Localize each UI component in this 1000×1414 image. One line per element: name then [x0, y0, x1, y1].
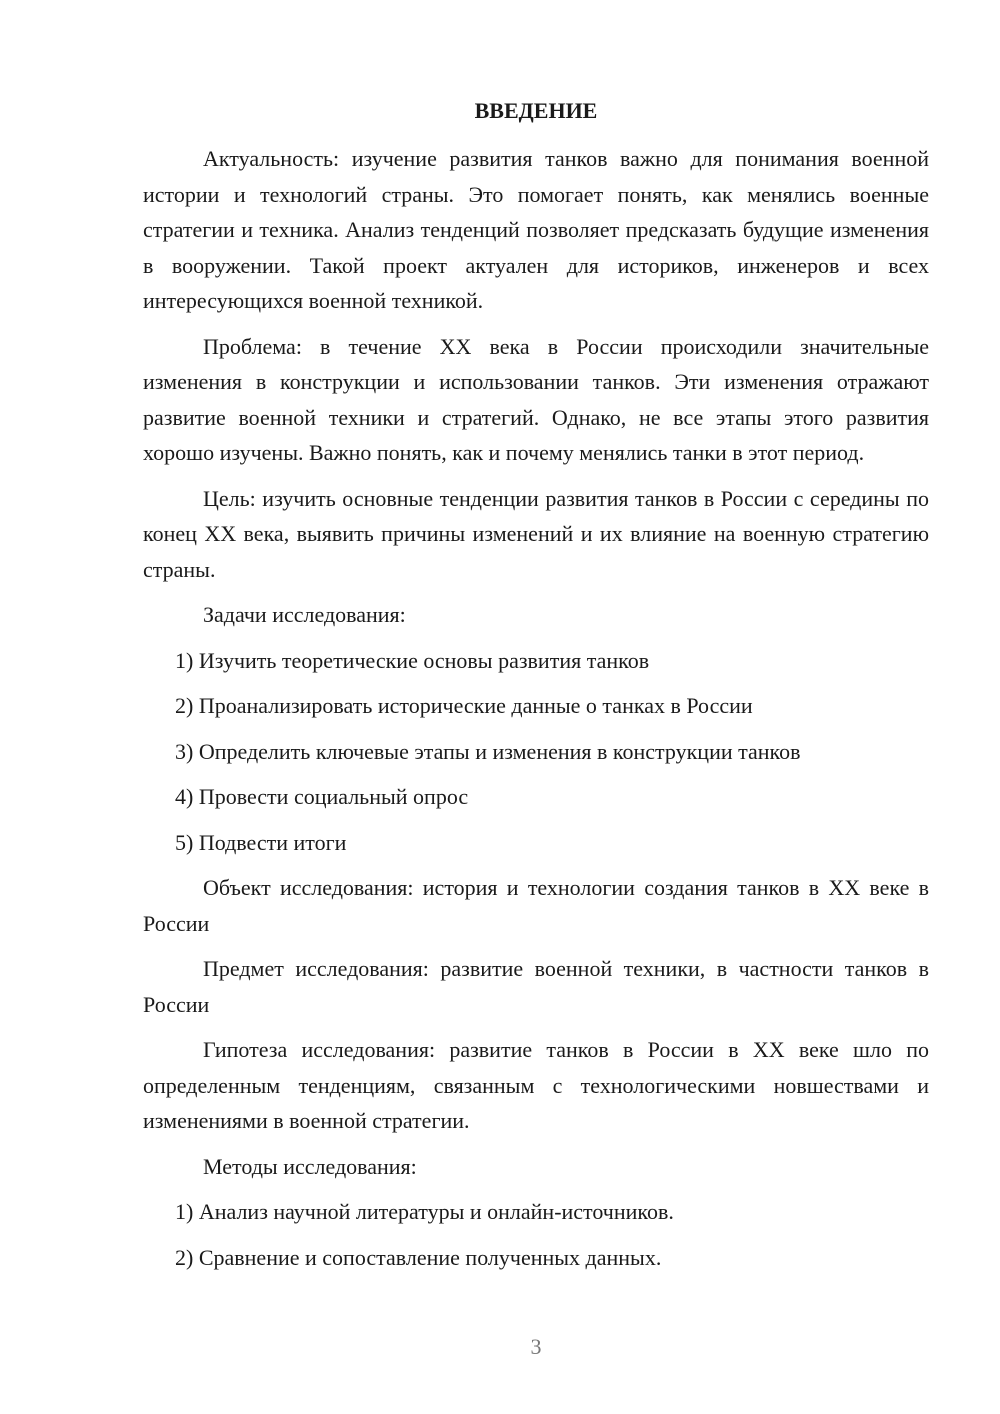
method-item: 1) Анализ научной литературы и онлайн-источников.	[175, 1199, 674, 1224]
task-item: 1) Изучить теоретические основы развития танков	[175, 647, 650, 673]
goal-paragraph: Цель: изучить основные тенденции развития танков в России с середины по конец XX века, выявить причины изменений и их влияние на военную стратегию страны.	[143, 485, 929, 582]
hypothesis-paragraph: Гипотеза исследования: развитие танков в России в XX веке шло по определенным тенденциям, связанным с технологическими новшествами и изменениями в военной стратегии.	[143, 1037, 929, 1133]
problem-paragraph: Проблема: в течение XX века в России происходили значительные изменения в конструкции и использовании танков. Эти изменения отражают развитие военной техники и стратегий. Однако, не все этапы этого развития хорошо изучены. Важно понять, как и почему менялись танки в этот период.	[143, 333, 929, 465]
task-item: 4) Провести социальный опрос	[175, 784, 469, 809]
task-item: 5) Подвести итоги	[175, 829, 347, 855]
method-item: 2) Сравнение и сопоставление полученных данных.	[175, 1244, 662, 1270]
page-content	[143, 95, 929, 1285]
page-number: 3	[530, 1334, 542, 1359]
methods-heading: Методы исследования:	[203, 1153, 417, 1179]
relevance-paragraph: Актуальность: изучение развития танков важно для понимания военной истории и технологий страны. Это помогает понять, как менялись военные стратегии и техника. Анализ тенденций позволяет предсказать будущие изменения в вооружении. Такой проект актуален для историков, инженеров и всех интересующихся военной техникой.	[143, 146, 929, 313]
tasks-heading: Задачи исследования:	[203, 602, 406, 627]
task-item: 3) Определить ключевые этапы и изменения в конструкции танков	[175, 738, 801, 764]
task-item: 2) Проанализировать исторические данные о танках в России	[175, 693, 753, 718]
page-title: ВВЕДЕНИЕ	[474, 98, 598, 123]
subject-paragraph: Предмет исследования: развитие военной техники, в частности танков в России	[143, 956, 929, 1017]
object-paragraph: Объект исследования: история и технологии создания танков в XX веке в России	[143, 875, 929, 936]
